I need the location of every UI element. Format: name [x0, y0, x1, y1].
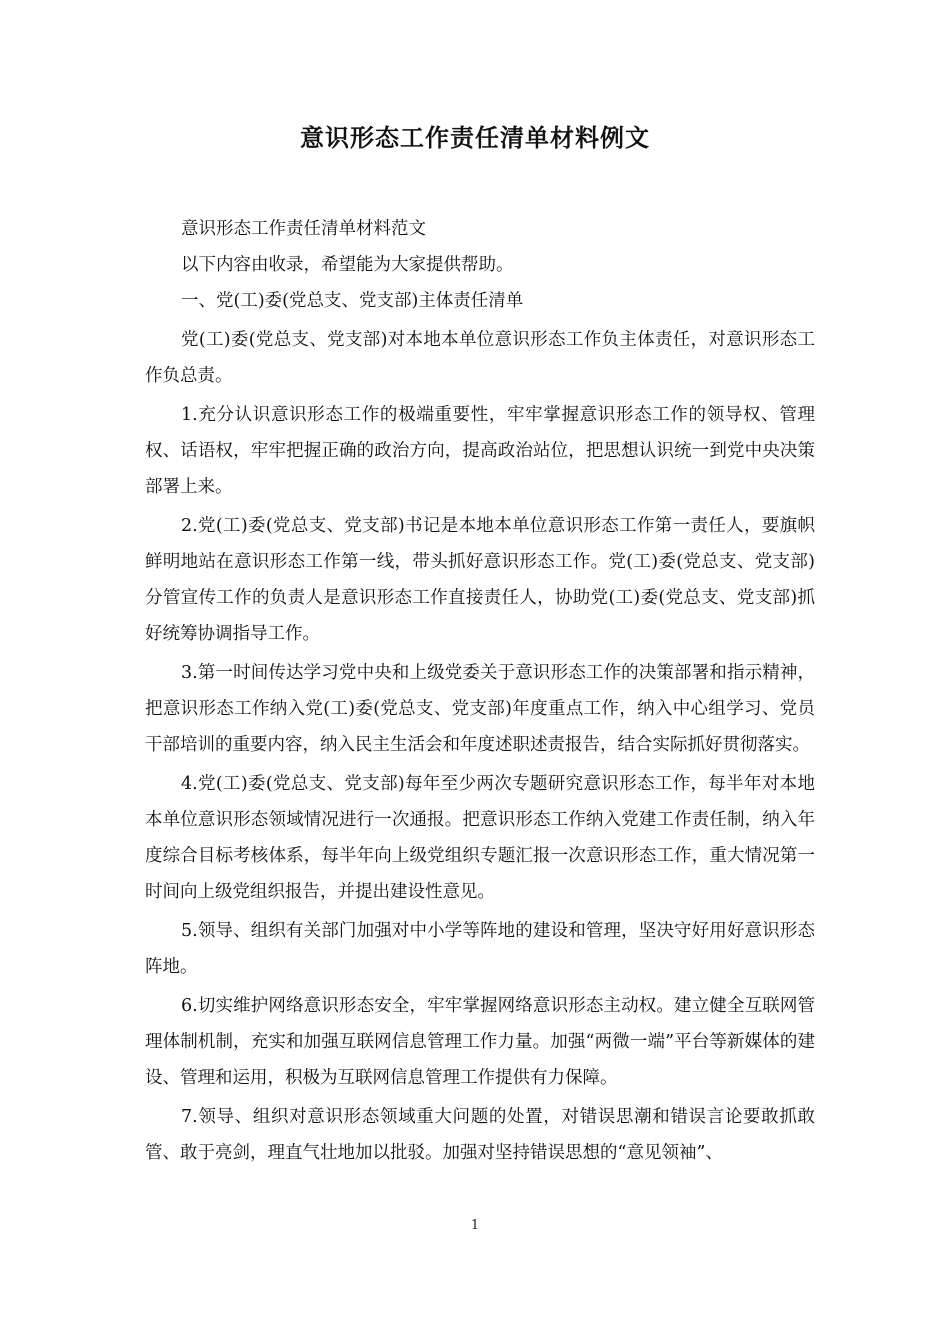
list-item-5: 5.领导、组织有关部门加强对中小学等阵地的建设和管理，坚决守好用好意识形态阵地。 — [145, 921, 815, 977]
list-item-2: 2.党(工)委(党总支、党支部)书记是本地本单位意识形态工作第一责任人，要旗帜鲜明地站在意识形态工作第一线，带头抓好意识形态工作。党(工)委(党总支、党支部)分管宣传工作的负责人是意识形态工作直接责任人，协助党(工)委(党总支、党支部)抓好统筹协调指导工作。 — [145, 516, 815, 644]
paragraph-main-responsibility: 党(工)委(党总支、党支部)对本地本单位意识形态工作负主体责任，对意识形态工作负总责。 — [145, 330, 815, 386]
document-title: 意识形态工作责任清单材料例文 — [300, 123, 650, 152]
paragraph-subtitle: 意识形态工作责任清单材料范文 — [181, 219, 426, 239]
list-item-6: 6.切实维护网络意识形态安全，牢牢掌握网络意识形态主动权。建立健全互联网管理体制机制，充实和加强互联网信息管理工作力量。加强“两微一端”平台等新媒体的建设、管理和运用，积极为互联网信息管理工作提供有力保障。 — [145, 996, 815, 1088]
page-number: 1 — [470, 1218, 480, 1233]
paragraph-intro: 以下内容由收录，希望能为大家提供帮助。 — [181, 255, 514, 275]
list-item-7: 7.领导、组织对意识形态领域重大问题的处置，对错误思潮和错误言论要敢抓敢管、敢于亮剑，理直气壮地加以批驳。加强对坚持错误思想的“意见领袖”、 — [145, 1107, 815, 1163]
list-item-1: 1.充分认识意识形态工作的极端重要性，牢牢掌握意识形态工作的领导权、管理权、话语权，牢牢把握正确的政治方向，提高政治站位，把思想认识统一到党中央决策部署上来。 — [145, 405, 815, 497]
list-item-4: 4.党(工)委(党总支、党支部)每年至少两次专题研究意识形态工作，每半年对本地本单位意识形态领域情况进行一次通报。把意识形态工作纳入党建工作责任制，纳入年度综合目标考核体系，每半年向上级党组织专题汇报一次意识形态工作，重大情况第一时间向上级党组织报告，并提出建设性意见。 — [145, 774, 815, 902]
list-item-3: 3.第一时间传达学习党中央和上级党委关于意识形态工作的决策部署和指示精神，把意识形态工作纳入党(工)委(党总支、党支部)年度重点工作，纳入中心组学习、党员干部培训的重要内容，纳入民主生活会和年度述职述责报告，结合实际抓好贯彻落实。 — [145, 663, 815, 755]
section-heading-1: 一、党(工)委(党总支、党支部)主体责任清单 — [181, 291, 524, 311]
document-body — [145, 211, 815, 1171]
